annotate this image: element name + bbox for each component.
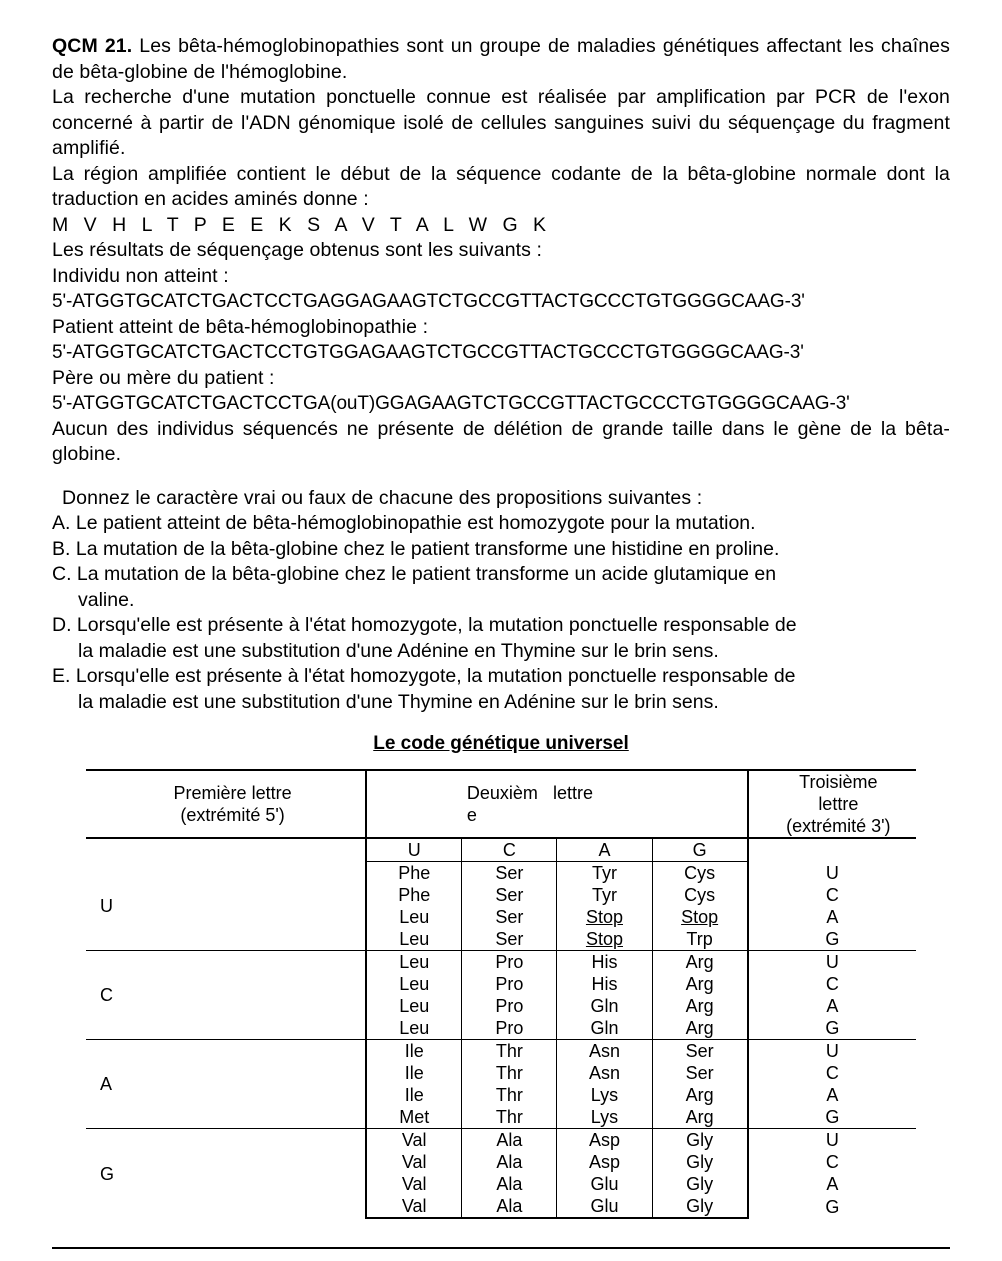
codon-cell: Thr xyxy=(462,1106,557,1129)
proposition-text: La mutation de la bêta-globine chez le patient transforme une histidine en proline. xyxy=(75,537,780,560)
subheader-letter-c: C xyxy=(462,838,557,862)
codon-cell: His xyxy=(557,973,652,995)
codon-cell: Leu xyxy=(366,973,462,995)
row-third-letter: A xyxy=(826,996,839,1016)
label-unaffected: Individu non atteint : xyxy=(52,264,229,287)
codon-cell: Leu xyxy=(366,928,462,951)
codon-cell: Gly xyxy=(652,1195,748,1218)
row-third-letter: A xyxy=(826,907,839,927)
codon-cell: Stop xyxy=(652,906,748,928)
sequence-unaffected: 5'-ATGGTGCATCTGACTCCTGAGGAGAAGTCTGCCGTTACTGCCCTGTGGGGCAAG-3' xyxy=(52,291,805,312)
codon-cell: Thr xyxy=(462,1062,557,1084)
subheader-letter-u: U xyxy=(366,838,462,862)
codon-cell: Leu xyxy=(366,995,462,1017)
label-patient: Patient atteint de bêta-hémoglobinopathie : xyxy=(52,315,429,338)
proposition-label: E. xyxy=(52,665,71,687)
protein-sequence: M V H L T P E E K S A V T A L W G K xyxy=(52,213,552,236)
table-row xyxy=(86,1129,916,1152)
row-third-letter: A xyxy=(826,1085,839,1105)
codon-cell: Val xyxy=(366,1173,462,1195)
codon-cell: Arg xyxy=(652,1084,748,1106)
intro-paragraph xyxy=(52,34,950,85)
codon-cell: Ser xyxy=(652,1040,748,1063)
codon-cell: Glu xyxy=(557,1173,652,1195)
row-third-letter: G xyxy=(825,1018,840,1038)
codon-cell: Val xyxy=(366,1129,462,1152)
proposition-text-cont: la maladie est une substitution d'une Thymine en Adénine sur le brin sens. xyxy=(78,690,719,713)
codon-cell: Trp xyxy=(652,928,748,951)
row-third-letter: U xyxy=(748,1129,916,1152)
codon-cell: Leu xyxy=(366,1017,462,1040)
subheader-letter-g: G xyxy=(652,838,748,862)
codon-cell: Ala xyxy=(462,1129,557,1152)
codon-cell: Arg xyxy=(652,1106,748,1129)
codon-cell: Gly xyxy=(652,1129,748,1152)
codon-cell: Tyr xyxy=(557,884,652,906)
codon-cell: Arg xyxy=(652,951,748,974)
list-item xyxy=(52,613,950,664)
proposition-text-cont: valine. xyxy=(78,588,135,611)
codon-cell: Ala xyxy=(462,1151,557,1173)
page-bottom-rule xyxy=(52,1247,950,1249)
label-parent: Père ou mère du patient : xyxy=(52,366,275,389)
codon-cell: Asn xyxy=(557,1040,652,1063)
sequence-parent: 5'-ATGGTGCATCTGACTCCTGA(ouT)GGAGAAGTCTGCCGTTACTGCCCTGTGGGGCAAG-3' xyxy=(52,393,850,414)
genetic-code-table xyxy=(86,769,916,1219)
paragraph-no-deletion: Aucun des individus séquencés ne présente de délétion de grande taille dans le gène de la bêta-globine. xyxy=(52,417,950,465)
paragraph-pcr: La recherche d'une mutation ponctuelle connue est réalisée par amplification par PCR de l'exon concerné à partir de l'ADN génomique isolé de cellules sanguines suivi du séquençage du fragment amplifié. xyxy=(52,86,950,159)
codon-cell: Ala xyxy=(462,1173,557,1195)
propositions-list xyxy=(52,511,950,715)
proposition-text-cont: la maladie est une substitution d'une Adénine en Thymine sur le brin sens. xyxy=(78,639,719,662)
proposition-text: Lorsqu'elle est présente à l'état homozygote, la mutation ponctuelle responsable de xyxy=(76,614,797,636)
proposition-label: A. xyxy=(52,512,71,534)
codon-cell: Asn xyxy=(557,1062,652,1084)
table-subheader-row xyxy=(86,838,916,862)
proposition-label: C. xyxy=(52,563,72,585)
codon-cell: Ala xyxy=(462,1195,557,1218)
header-first-letter: Première lettre (extrémité 5') xyxy=(86,770,366,838)
codon-cell: Thr xyxy=(462,1084,557,1106)
codon-cell: Lys xyxy=(557,1106,652,1129)
codon-cell: Glu xyxy=(557,1195,652,1218)
header-second-letter: Deuxièm lettre e xyxy=(366,770,748,838)
codon-cell: Ser xyxy=(462,862,557,885)
codon-cell: Tyr xyxy=(557,862,652,885)
proposition-label: D. xyxy=(52,614,72,636)
row-third-letter: U xyxy=(825,862,839,883)
codon-cell: Cys xyxy=(652,862,748,885)
row-third-letter: C xyxy=(825,1152,839,1172)
codon-cell: Thr xyxy=(462,1040,557,1063)
codon-cell: Gly xyxy=(652,1173,748,1195)
codon-cell: Arg xyxy=(652,973,748,995)
row-third-letter: C xyxy=(825,885,839,905)
codon-cell: Phe xyxy=(366,884,462,906)
row-first-letter: U xyxy=(100,895,113,916)
row-third-letter: C xyxy=(825,974,839,994)
codon-cell: Ile xyxy=(366,1062,462,1084)
codon-cell: Stop xyxy=(557,928,652,951)
header-third-letter: Troisième lettre (extrémité 3') xyxy=(748,770,916,838)
codon-cell: Leu xyxy=(366,906,462,928)
codon-cell: Ser xyxy=(462,906,557,928)
table-row xyxy=(86,1040,916,1063)
codon-cell: Ser xyxy=(652,1062,748,1084)
subheader-blank xyxy=(86,838,366,862)
document-content xyxy=(52,34,950,1219)
row-third-letter: U xyxy=(748,951,916,974)
intro-text: Les bêta-hémoglobinopathies sont un groupe de maladies génétiques affectant les chaînes de bêta-globine de l'hémoglobine. xyxy=(52,35,950,83)
codon-cell: Arg xyxy=(652,995,748,1017)
codon-cell: Asp xyxy=(557,1129,652,1152)
codon-cell: Leu xyxy=(366,951,462,974)
codon-cell: Ser xyxy=(462,884,557,906)
row-third-letter: G xyxy=(825,1107,840,1127)
list-item xyxy=(52,511,950,537)
codon-cell: Phe xyxy=(366,862,462,885)
codon-cell: Arg xyxy=(652,1017,748,1040)
codon-cell: Val xyxy=(366,1195,462,1218)
subheader-blank-right xyxy=(748,838,916,862)
list-item xyxy=(52,562,950,613)
codon-cell: Met xyxy=(366,1106,462,1129)
paragraph-results: Les résultats de séquençage obtenus sont les suivants : xyxy=(52,239,543,261)
row-first-letter: C xyxy=(86,951,366,1040)
row-third-letter: C xyxy=(825,1063,839,1083)
question-label: QCM 21. xyxy=(52,35,133,57)
codon-cell: Pro xyxy=(462,1017,557,1040)
row-first-letter: A xyxy=(86,1040,366,1129)
codon-cell: Gly xyxy=(652,1151,748,1173)
paragraph-region: La région amplifiée contient le début de la séquence codante de la bêta-globine normale dont la traduction en acides aminés donne : xyxy=(52,162,950,210)
row-first-letter: G xyxy=(86,1129,366,1219)
subheader-letter-a: A xyxy=(557,838,652,862)
codon-cell: Ile xyxy=(366,1084,462,1106)
proposition-text: Lorsqu'elle est présente à l'état homozygote, la mutation ponctuelle responsable de xyxy=(75,665,796,687)
codon-cell: His xyxy=(557,951,652,974)
list-item xyxy=(52,664,950,715)
codon-cell: Gln xyxy=(557,995,652,1017)
list-item xyxy=(52,537,950,563)
table-header-row xyxy=(86,770,916,838)
instruction-text: Donnez le caractère vrai ou faux de chacune des propositions suivantes : xyxy=(62,486,703,509)
codon-cell: Pro xyxy=(462,951,557,974)
row-third-letter: G xyxy=(825,1196,840,1217)
codon-cell: Pro xyxy=(462,995,557,1017)
row-third-letter: G xyxy=(825,929,840,949)
codon-cell: Cys xyxy=(652,884,748,906)
sequence-patient: 5'-ATGGTGCATCTGACTCCTGTGGAGAAGTCTGCCGTTACTGCCCTGTGGGGCAAG-3' xyxy=(52,342,804,363)
proposition-label: B. xyxy=(52,537,71,560)
codon-cell: Ser xyxy=(462,928,557,951)
table-row xyxy=(86,951,916,974)
table-row xyxy=(86,862,916,885)
proposition-text: Le patient atteint de bêta-hémoglobinopathie est homozygote pour la mutation. xyxy=(75,512,756,534)
codon-cell: Lys xyxy=(557,1084,652,1106)
codon-cell: Val xyxy=(366,1151,462,1173)
codon-cell: Stop xyxy=(557,906,652,928)
codon-cell: Asp xyxy=(557,1151,652,1173)
row-third-letter: U xyxy=(748,1040,916,1063)
table-title: Le code génétique universel xyxy=(373,733,629,754)
row-third-letter: A xyxy=(826,1174,839,1194)
codon-cell: Pro xyxy=(462,973,557,995)
codon-cell: Gln xyxy=(557,1017,652,1040)
codon-cell: Ile xyxy=(366,1040,462,1063)
proposition-text: La mutation de la bêta-globine chez le patient transforme un acide glutamique en xyxy=(76,563,777,585)
